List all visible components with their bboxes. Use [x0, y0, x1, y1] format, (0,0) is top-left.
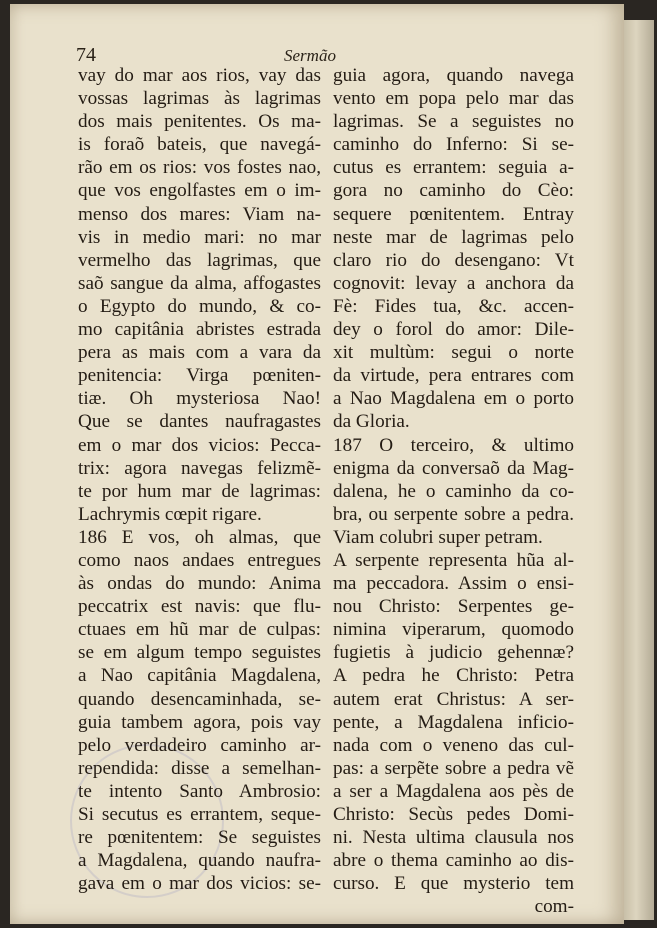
- text-line: se em algum tempo seguistes: [78, 642, 321, 664]
- text-line: dos mais penitentes. Os ma-: [78, 111, 321, 133]
- text-line: Fè: Fides tua, &c. accen-: [333, 295, 574, 317]
- text-line: a ser a Magdalena aos pès de: [333, 780, 574, 802]
- text-line: caminho do Inferno: Si se-: [333, 134, 574, 156]
- text-line: da Gloria.: [333, 411, 410, 433]
- text-line: rependida: disse a semelhan-: [78, 757, 321, 779]
- text-line: ma peccadora. Assim o ensi-: [333, 573, 574, 595]
- text-line: a Nao capitânia Magdalena,: [78, 665, 321, 687]
- text-line: abre o thema caminho ao dis-: [333, 850, 574, 872]
- text-line: re pœnitentem: Se seguistes: [78, 827, 321, 849]
- text-line: vermelho das lagrimas, que: [78, 249, 321, 271]
- text-line: 186 E vos, oh almas, que: [78, 526, 321, 548]
- running-title: Sermão: [284, 46, 336, 65]
- text-line: às ondas do mundo: Anima: [78, 573, 321, 595]
- text-line: nou Christo: Serpentes ge-: [333, 596, 574, 618]
- text-line: sequere pœnitentem. Entray: [333, 203, 574, 225]
- text-line: 187 O terceiro, & ultimo: [333, 434, 574, 456]
- text-line: ctuaes em hũ mar de culpas:: [78, 619, 321, 641]
- text-line: a Nao Magdalena em o porto: [333, 388, 574, 410]
- text-line: gava em o mar dos vicios: se-: [78, 873, 321, 895]
- text-line: ni. Nesta ultima clausula nos: [333, 827, 574, 849]
- text-line: guia agora, quando navega: [333, 65, 574, 86]
- text-line: Viam colubri super petram.: [333, 526, 543, 548]
- text-line: Lachrymis cœpit rigare.: [78, 503, 262, 525]
- text-line: enigma da conversaõ da Mag-: [333, 457, 574, 479]
- text-line: nada com o veneno das cul-: [333, 734, 574, 756]
- page-edge: [624, 20, 654, 920]
- text-line: Si secutus es errantem, seque-: [78, 804, 321, 825]
- text-line: menso dos mares: Viam na-: [78, 203, 321, 225]
- text-line: dey o forol do amor: Dile-: [333, 319, 574, 341]
- text-line: gora no caminho do Cèo:: [333, 180, 574, 202]
- text-line: o Egypto do mundo, & co-: [78, 295, 321, 317]
- text-line: autem erat Christus: A ser-: [333, 688, 574, 710]
- text-line: pera as mais com a vara da: [78, 342, 321, 364]
- text-line: como naos andaes entregues: [78, 549, 321, 571]
- text-line: Christo: Secùs pedes Domi-: [333, 804, 574, 825]
- text-line: trix: agora navegas felizmẽ-: [78, 457, 321, 479]
- text-line: vento em popa pelo mar das: [333, 88, 574, 110]
- text-line: pente, a Magdalena inficio-: [333, 711, 574, 733]
- text-line: nimina viperarum, quomodo: [333, 619, 574, 641]
- text-line: a Magdalena, quando naufra-: [78, 850, 321, 872]
- page-number: 74: [76, 44, 96, 66]
- text-line: xit multùm: segui o norte: [333, 342, 574, 364]
- text-line: saõ sangue da alma, affogastes: [78, 272, 321, 294]
- text-line: com-: [534, 896, 574, 918]
- text-line: pelo verdadeiro caminho ar-: [78, 734, 321, 756]
- text-line: A serpente representa hũa al-: [333, 549, 574, 571]
- text-line: cognovit: levay a anchora da: [333, 272, 574, 294]
- text-line: A pedra he Christo: Petra: [333, 665, 574, 687]
- text-line: rão em os rios: vos fostes nao,: [78, 157, 321, 179]
- text-line: lagrimas. Se a seguistes no: [333, 111, 574, 133]
- text-line: vay do mar aos rios, vay das: [78, 65, 321, 86]
- text-line: penitencia: Virga pœniten-: [78, 365, 321, 387]
- text-line: te intento Santo Ambrosio:: [78, 780, 321, 802]
- text-line: em o mar dos vicios: Pecca-: [78, 434, 321, 456]
- text-line: claro rio do desengano: Vt: [333, 249, 574, 271]
- text-line: fugietis à judicio gehennæ?: [333, 642, 574, 664]
- text-line: is foraõ bateis, que navegá-: [78, 134, 321, 156]
- left-column: [78, 64, 321, 895]
- text-line: vossas lagrimas às lagrimas: [78, 88, 321, 110]
- text-line: neste mar de lagrimas pelo: [333, 226, 574, 248]
- text-line: pas: a serpẽte sobre a pedra vẽ: [333, 757, 574, 779]
- text-line: mo capitânia abristes estrada: [78, 319, 321, 341]
- text-line: Que se dantes naufragastes: [78, 411, 321, 433]
- text-line: peccatrix est navis: que flu-: [78, 596, 321, 618]
- text-line: bra, ou serpente sobre a pedra.: [333, 503, 574, 525]
- text-line: curso. E que mysterio tem: [333, 873, 574, 895]
- text-line: quando desencaminhada, se-: [78, 688, 321, 710]
- text-line: que vos engolfastes em o im-: [78, 180, 321, 202]
- text-line: dalena, he o caminho da co-: [333, 480, 574, 502]
- text-line: te por hum mar de lagrimas:: [78, 480, 321, 502]
- text-line: vis in medio mari: no mar: [78, 226, 321, 248]
- text-line: guia tambem agora, pois vay: [78, 711, 321, 733]
- text-line: cutus es errantem: seguia a-: [333, 157, 574, 179]
- right-column: [333, 64, 574, 918]
- text-line: da virtude, pera entrares com: [333, 365, 574, 387]
- text-line: tiæ. Oh mysteriosa Nao!: [78, 388, 321, 410]
